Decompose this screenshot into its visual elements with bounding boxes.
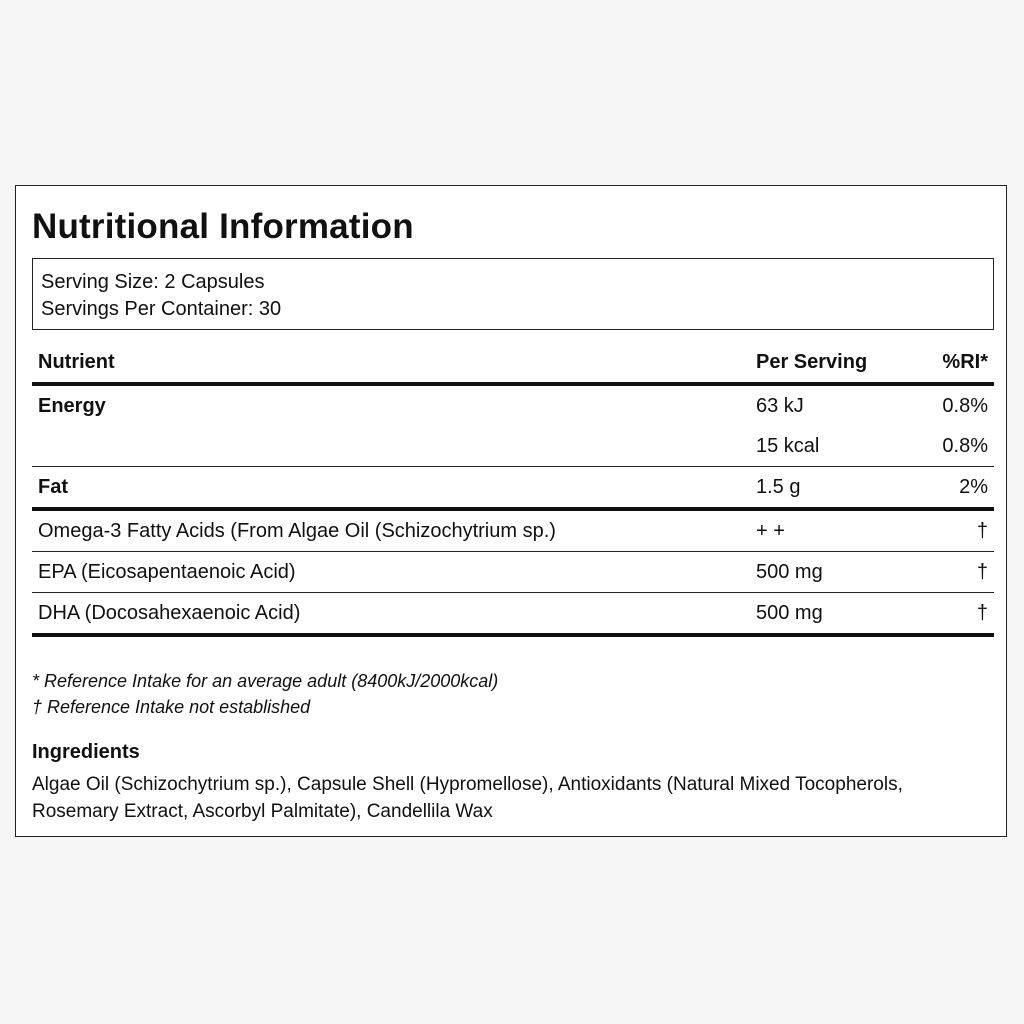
per-serving-value: 63 kJ <box>756 395 804 417</box>
table-line <box>32 426 994 466</box>
table-row-fat <box>32 467 994 511</box>
table-line <box>32 511 994 551</box>
serving-size: Serving Size: 2 Capsules <box>41 271 265 293</box>
ri-value: 2% <box>959 476 988 498</box>
footnotes <box>32 668 498 720</box>
nutrient-name: Energy <box>38 395 106 417</box>
header-per-serving: Per Serving <box>756 351 868 373</box>
not-established-footnote: † Reference Intake not established <box>32 697 311 717</box>
per-serving-value: 500 mg <box>756 602 823 624</box>
nutrient-name: Fat <box>38 476 68 498</box>
header-nutrient: Nutrient <box>38 351 115 373</box>
ri-value: 0.8% <box>942 435 988 457</box>
nutrition-table <box>32 346 994 637</box>
ri-footnote: * Reference Intake for an average adult (8400kJ/2000kcal) <box>32 671 499 691</box>
nutrition-panel <box>15 185 1007 837</box>
table-row-dha <box>32 593 994 637</box>
ri-value: 0.8% <box>942 395 988 417</box>
ingredients-heading: Ingredients <box>32 741 140 763</box>
table-header <box>32 346 994 386</box>
table-line <box>32 467 994 507</box>
nutrient-name: DHA (Docosahexaenoic Acid) <box>38 602 301 624</box>
per-serving-value: 500 mg <box>756 561 823 583</box>
table-line <box>32 386 994 426</box>
ri-value: † <box>976 561 988 583</box>
servings-per-container: Servings Per Container: 30 <box>41 298 282 320</box>
per-serving-value: 15 kcal <box>756 435 820 457</box>
table-row-energy <box>32 386 994 467</box>
ri-value: † <box>976 602 988 624</box>
ingredients-text: Algae Oil (Schizochytrium sp.), Capsule Shell (Hypromellose), Antioxidants (Natural Mixed Tocopherols, Rosemary Extract, Ascorbyl Palmitate), Candellila Wax <box>32 774 903 822</box>
per-serving-value: + + <box>756 520 785 542</box>
serving-info-box <box>32 258 994 330</box>
nutrient-name: EPA (Eicosapentaenoic Acid) <box>38 561 296 583</box>
table-line <box>32 552 994 592</box>
per-serving-value: 1.5 g <box>756 476 801 498</box>
ri-value: † <box>976 520 988 542</box>
table-row-epa <box>32 552 994 593</box>
table-line <box>32 593 994 633</box>
header-ri: %RI* <box>942 351 988 373</box>
nutrient-name: Omega-3 Fatty Acids (From Algae Oil (Schizochytrium sp.) <box>38 520 556 542</box>
page-title: Nutritional Information <box>32 207 414 246</box>
table-row-omega3 <box>32 511 994 552</box>
